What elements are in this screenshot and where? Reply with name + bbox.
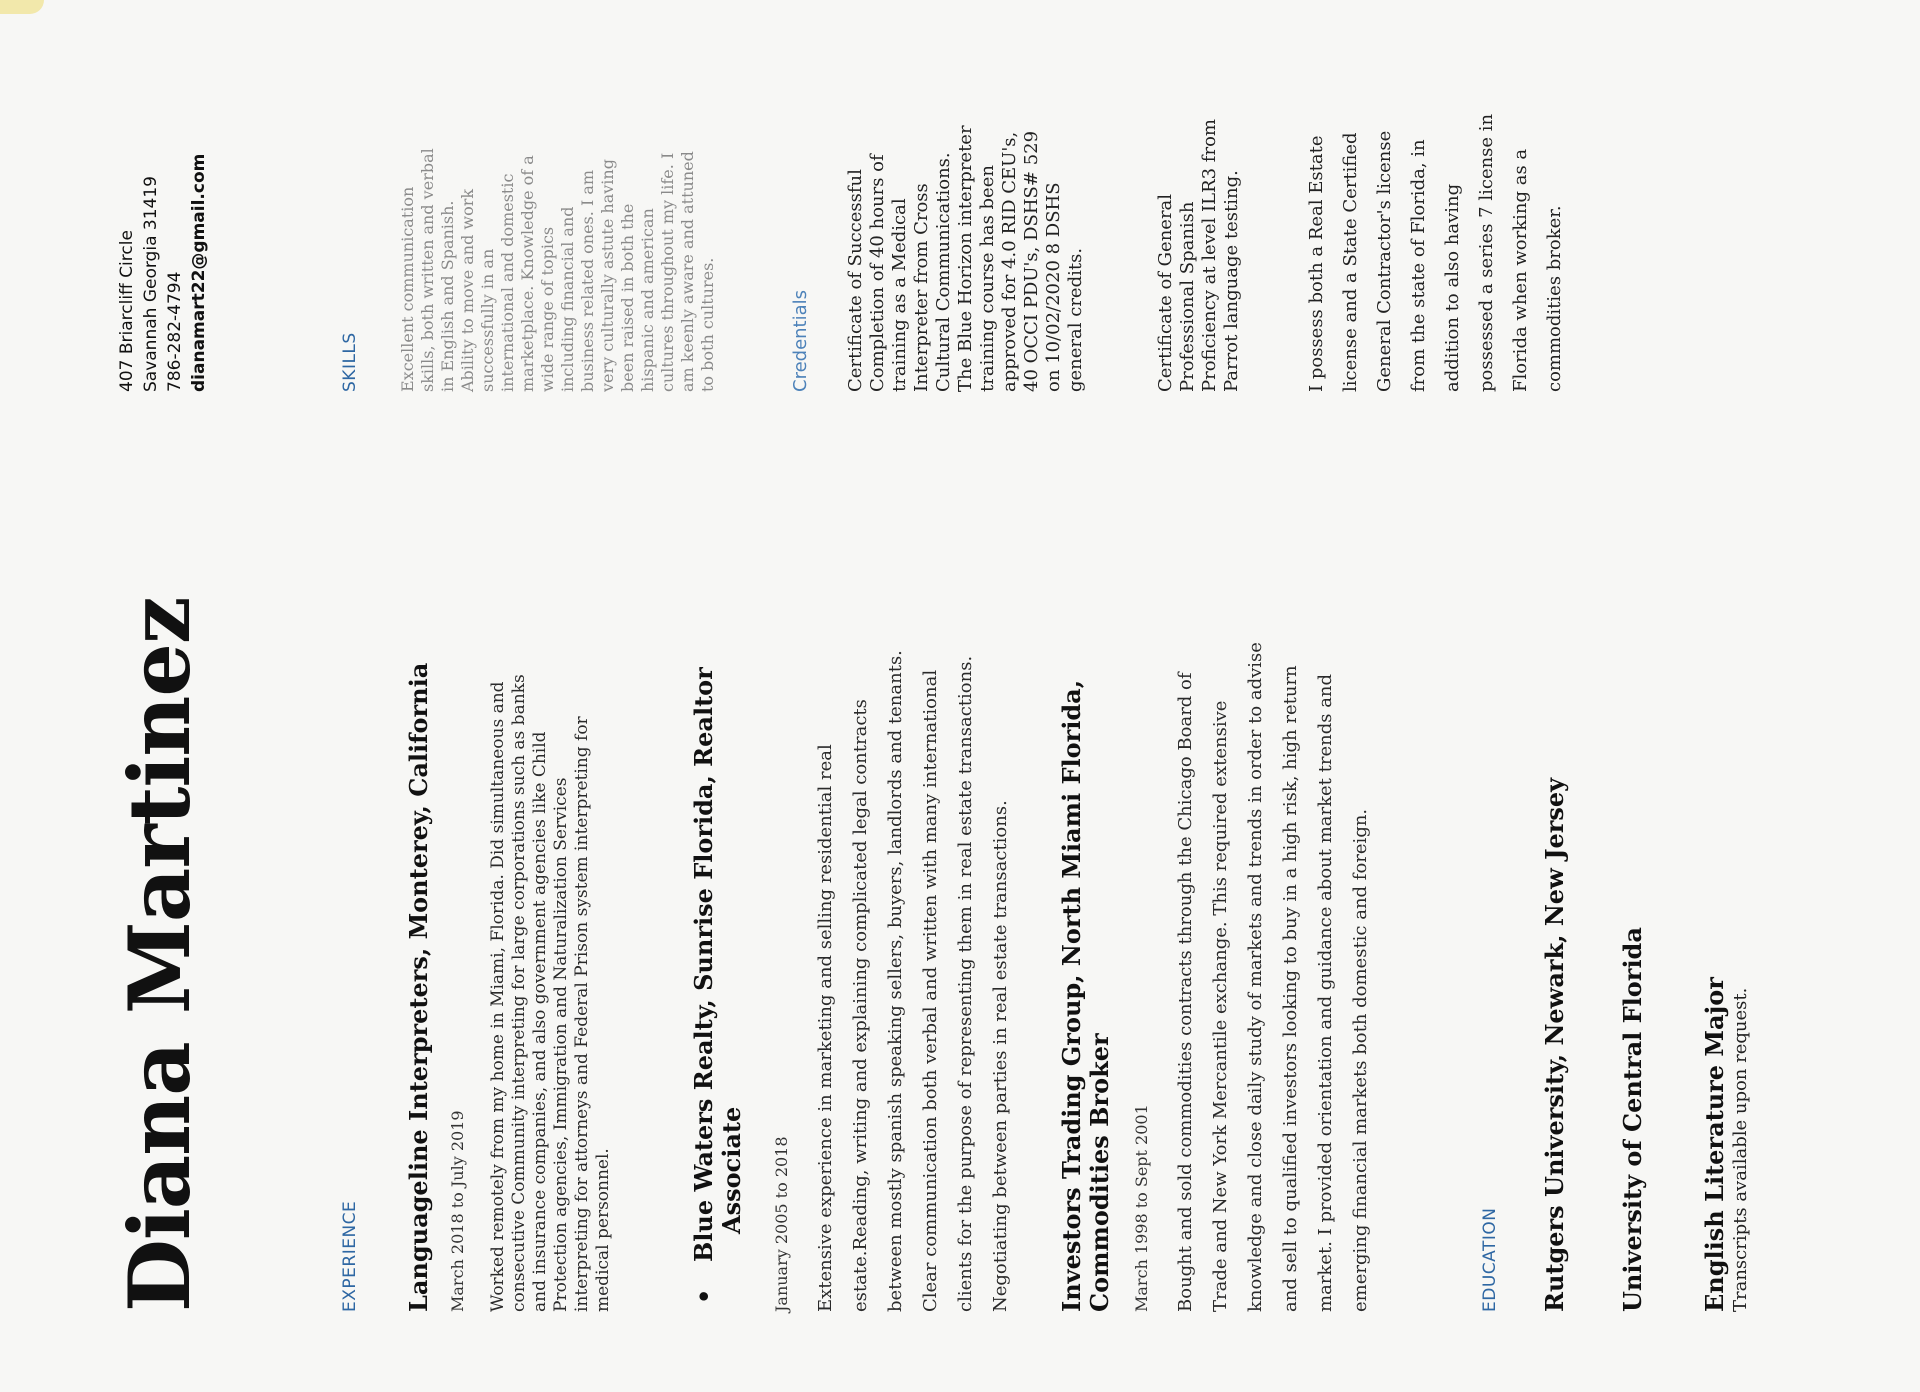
text-line: license and a State Certified xyxy=(1340,132,1361,392)
text-line: Certificate of Successful xyxy=(845,169,866,392)
job-date-bluewaters: January 2005 to 2018 xyxy=(772,1136,791,1312)
text-line: Ability to move and work xyxy=(458,188,477,392)
text-line: Certificate of General xyxy=(1155,193,1176,392)
text-line: hispanic and american xyxy=(638,208,657,392)
job-title-languageline: Languageline Interpreters, Monterey, California xyxy=(404,662,433,1312)
education-major: English Literature Major xyxy=(1700,977,1729,1312)
text-line: emerging financial markets both domestic and foreign. xyxy=(1350,808,1371,1312)
text-line: business related ones. I am xyxy=(578,169,597,392)
text-line: and insurance companies, and also government agencies like Child xyxy=(530,731,550,1312)
job-date-languageline: March 2018 to July 2019 xyxy=(448,1110,467,1312)
job-description-bluewaters xyxy=(808,552,1018,1312)
address-line-1: 407 Briarcliff Circle xyxy=(117,230,137,392)
text-line: clients for the purpose of representing them in real estate transactions. xyxy=(955,655,976,1312)
job-title-line: Blue Waters Realty, Sunrise Florida, Realtor xyxy=(689,667,718,1262)
credential-licenses xyxy=(1300,62,1572,392)
text-line: 40 OCCI PDU's, DSHS# 529 xyxy=(1021,130,1042,392)
text-line: Cultural Communications. xyxy=(933,152,954,392)
text-line: Excellent communication xyxy=(398,186,417,392)
text-line: Professional Spanish xyxy=(1177,201,1198,392)
skills-text xyxy=(398,62,718,392)
text-line: possessed a series 7 license in xyxy=(1476,113,1497,392)
text-line: commodities broker. xyxy=(1544,205,1565,392)
text-line: General Contractor's license xyxy=(1374,130,1395,392)
text-line: including financial and xyxy=(558,206,577,392)
text-line: very culturally astute having xyxy=(598,159,617,392)
text-line: consecutive Community interpreting for large corporations such as banks xyxy=(509,674,529,1312)
job-description-investors xyxy=(1168,552,1378,1312)
text-line: Florida when working as a xyxy=(1510,148,1531,392)
text-line: skills, both written and verbal xyxy=(418,148,437,392)
text-line: Extensive experience in marketing and selling residential real xyxy=(815,744,836,1312)
applicant-name: Diana Martinez xyxy=(110,597,209,1312)
text-line: Trade and New York Mercantile exchange. This required extensive xyxy=(1210,700,1231,1312)
job-description-languageline xyxy=(488,612,614,1312)
bullet-icon: • xyxy=(690,1288,719,1304)
text-line: cultures throughout my life. I xyxy=(658,152,677,392)
text-line: addition to also having xyxy=(1442,183,1463,392)
text-line: been raised in both the xyxy=(618,203,637,392)
text-line: wide range of topics xyxy=(538,226,557,392)
text-line: Clear communication both verbal and written with many international xyxy=(920,669,941,1312)
text-line: successfully in an xyxy=(478,248,497,392)
text-line: international and domestic xyxy=(498,173,517,392)
credential-medical-interpreter xyxy=(845,62,1087,392)
contact-block xyxy=(115,62,211,392)
text-line: and sell to qualified investors looking to buy in a high risk, high return xyxy=(1280,665,1301,1312)
text-line: estate.Reading, writing and explaining complicated legal contracts xyxy=(850,699,871,1312)
education-ucf: University of Central Florida xyxy=(1618,927,1647,1312)
text-line: The Blue Horizon interpreter xyxy=(955,125,976,392)
text-line: market. I provided orientation and guidance about market trends and xyxy=(1315,673,1336,1312)
job-title-investors xyxy=(1058,680,1114,1312)
text-line: between mostly spanish speaking sellers, buyers, landlords and tenants. xyxy=(885,650,906,1312)
experience-heading: EXPERIENCE xyxy=(340,1200,360,1312)
text-line: in English and Spanish. xyxy=(438,200,457,392)
text-line: training as a Medical xyxy=(889,198,910,392)
credential-spanish-proficiency xyxy=(1155,62,1243,392)
text-line: interpreting for attorneys and Federal Prison system interpreting for xyxy=(572,716,592,1312)
text-line: medical personnel. xyxy=(593,1148,613,1312)
address-line-2: Savannah Georgia 31419 xyxy=(141,176,161,392)
skills-heading: SKILLS xyxy=(340,332,360,392)
education-rutgers: Rutgers University, Newark, New Jersey xyxy=(1540,777,1569,1312)
text-line: Protection agencies, Immigration and Naturalization Services xyxy=(551,777,571,1312)
text-line: Proficiency at level ILR3 from xyxy=(1199,119,1220,392)
email-address: dianamart22@gmail.com xyxy=(189,153,209,392)
text-line: Worked remotely from my home in Miami, Florida. Did simultaneous and xyxy=(488,681,508,1312)
text-line: approved for 4.0 RID CEU's, xyxy=(999,131,1020,392)
phone-number: 786-282-4794 xyxy=(165,271,185,392)
job-date-investors: March 1998 to Sept 2001 xyxy=(1132,1104,1151,1312)
credentials-heading: Credentials xyxy=(790,289,811,392)
text-line: training course has been xyxy=(977,165,998,392)
text-line: am keenly aware and attuned xyxy=(678,151,697,392)
text-line: to both cultures. xyxy=(698,257,717,392)
text-line: marketplace. Knowledge of a xyxy=(518,155,537,392)
text-line: Negotiating between parties in real estate transactions. xyxy=(990,800,1011,1312)
text-line: general credits. xyxy=(1065,247,1086,392)
text-line: Parrot language testing. xyxy=(1221,170,1242,392)
text-line: Completion of 40 hours of xyxy=(867,154,888,392)
education-heading: EDUCATION xyxy=(1480,1207,1500,1312)
text-line: on 10/02/2020 8 DSHS xyxy=(1043,182,1064,392)
text-line: from the state of Florida, in xyxy=(1408,139,1429,392)
job-title-line: Investors Trading Group, North Miami Florida, xyxy=(1057,679,1086,1312)
job-title-line: Associate xyxy=(717,1106,746,1234)
text-line: knowledge and close daily study of markets and trends in order to advise xyxy=(1245,642,1266,1312)
transcripts-note: Transcripts available upon request. xyxy=(1730,987,1751,1312)
text-line: Interpreter from Cross xyxy=(911,183,932,392)
job-title-line: Commodities Broker xyxy=(1085,1033,1114,1312)
job-title-bluewaters xyxy=(690,667,746,1262)
text-line: I possess both a Real Estate xyxy=(1306,135,1327,392)
text-line: Bought and sold commodities contracts through the Chicago Board of xyxy=(1175,672,1196,1312)
